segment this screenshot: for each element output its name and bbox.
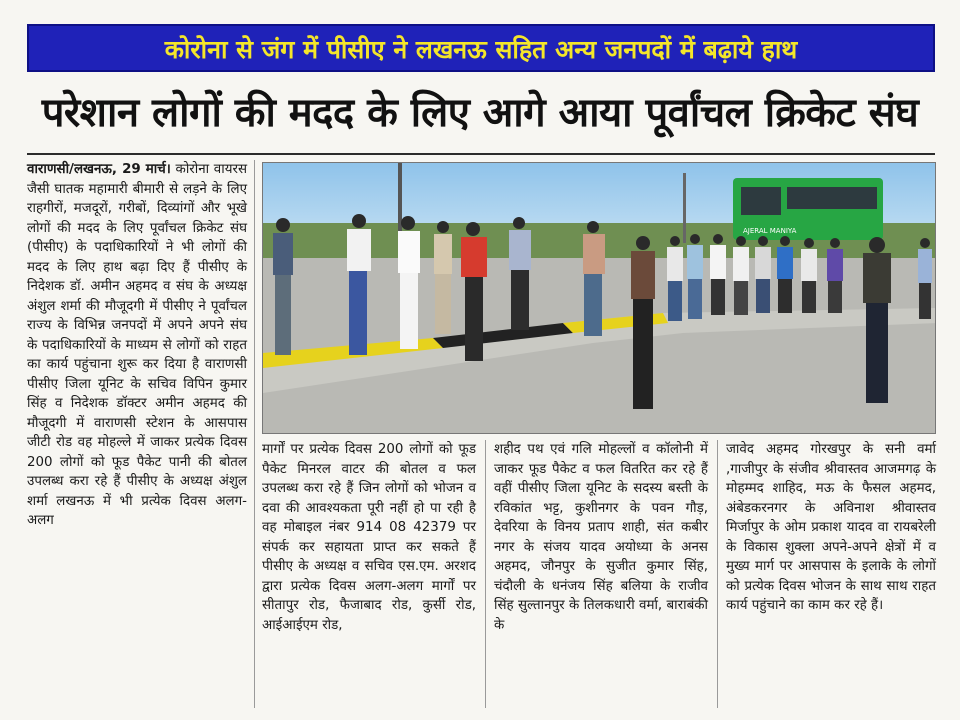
dateline: वाराणसी/लखनऊ, 29 मार्च। <box>27 162 171 177</box>
column-divider <box>485 440 486 708</box>
bus-text: AJERAL MANIYA <box>743 227 797 235</box>
news-photo <box>262 162 936 434</box>
kicker-banner: कोरोना से जंग में पीसीए ने लखनऊ सहित अन्य जनपदों में बढ़ाये हाथ <box>27 24 935 72</box>
headline: परेशान लोगों की मदद के लिए आगे आया पूर्वांचल क्रिकेट संघ <box>41 90 919 136</box>
column-divider <box>254 160 255 708</box>
column-divider <box>717 440 718 708</box>
article-column-2: मार्गों पर प्रत्येक दिवस 200 लोगों को फूड पैकेट मिनरल वाटर की बोतल व फल उपलब्ध करा रहे हैं जिन लोगों को भोजन व दवा की आवश्यकता पूरी नहीं हो पा रही है वह मोबाइल नंबर 914 08 42379 पर संपर्क कर सहायता प्राप्त कर सकते हैं पीसीए के अध्यक्ष व सचिव एस.एम. अरशद द्वारा प्रत्येक दिवस अलग-अलग मार्गों पर सीतापुर रोड, फैजाबाद रोड, कुर्सी रोड, आईआईएम रोड, <box>262 442 476 633</box>
column-1-text: कोरोना वायरस जैसी घातक महामारी बीमारी से लड़ने के लिए राहगीरों, मजदूरों, गरीबों, दिव्यांगों और भूखे लोगों की मदद के लिए पूर्वांचल क्रिकेट संघ (पीसीए) के पदाधिकारियों ने भी लोगों की मदद के लिए हाथ बढ़ा दिए हैं पीसीए के निदेशक डॉ. अमीन अहमद व संघ के अध्यक्ष अंशुल शर्मा की मौजूदगी में पीसीए ने पूर्वांचल राज्य के विभिन्न जनपदों में अपने अपने संघ के पदाधिकारियों के माध्यम से लोगों को राहत का कार्य पहुंचाना शुरू कर दिया है वाराणसी पीसीए जिला यूनिट के सचिव विपिन कुमार सिंह व निदेशक डॉक्टर अमीन अहमद की मौजूदगी में वाराणसी स्टेशन के आसपास जीटी रोड वह मोहल्ले में जाकर प्रत्येक दिवस 200 लोगों को फूड पैकेट पानी की बोतल उपलब्ध करा रहे हैं पीसीए के अध्यक्ष अंशुल शर्मा लखनऊ में भी प्रत्येक दिवस अलग-अलग <box>27 162 248 528</box>
article-column-4: जावेद अहमद गोरखपुर के सनी वर्मा ,गाजीपुर के संजीव श्रीवास्तव आजमगढ़ के मोहम्मद शाहिद, मऊ के फैसल अहमद, अंबेडकरनगर के अविनाश श्रीवास्तव मिर्जापुर के ओम प्रकाश यादव वा रायबरेली के विकास शुक्ला अपने-अपने क्षेत्रों में व मुख्य मार्ग पर आसपास के इलाके के लोगों को प्रत्येक दिवस भोजन के साथ साथ राहत कार्य पहुंचाने का काम कर रहे हैं। <box>726 442 936 613</box>
photo-scene <box>263 163 936 434</box>
article-column-1 <box>27 160 247 531</box>
article-column-3: शहीद पथ एवं गलि मोहल्लों व कॉलोनी में जाकर फूड पैकेट व फल वितरित कर रहे हैं वहीं पीसीए जिला यूनिट के सदस्य बस्ती के रविकांत भट्ट, कुशीनगर के पवन गौड़, देवरिया के विनय प्रताप शाही, संत कबीर नगर के संजय यादव अयोध्या के अनस अहमद, जौनपुर के सुजीत कुमार सिंह, चंदौली के धनंजय सिंह बलिया के राजीव सिंह सुल्तानपुर के तिलकधारी वर्मा, बाराबंकी के <box>494 442 708 633</box>
header-rule <box>27 153 935 155</box>
